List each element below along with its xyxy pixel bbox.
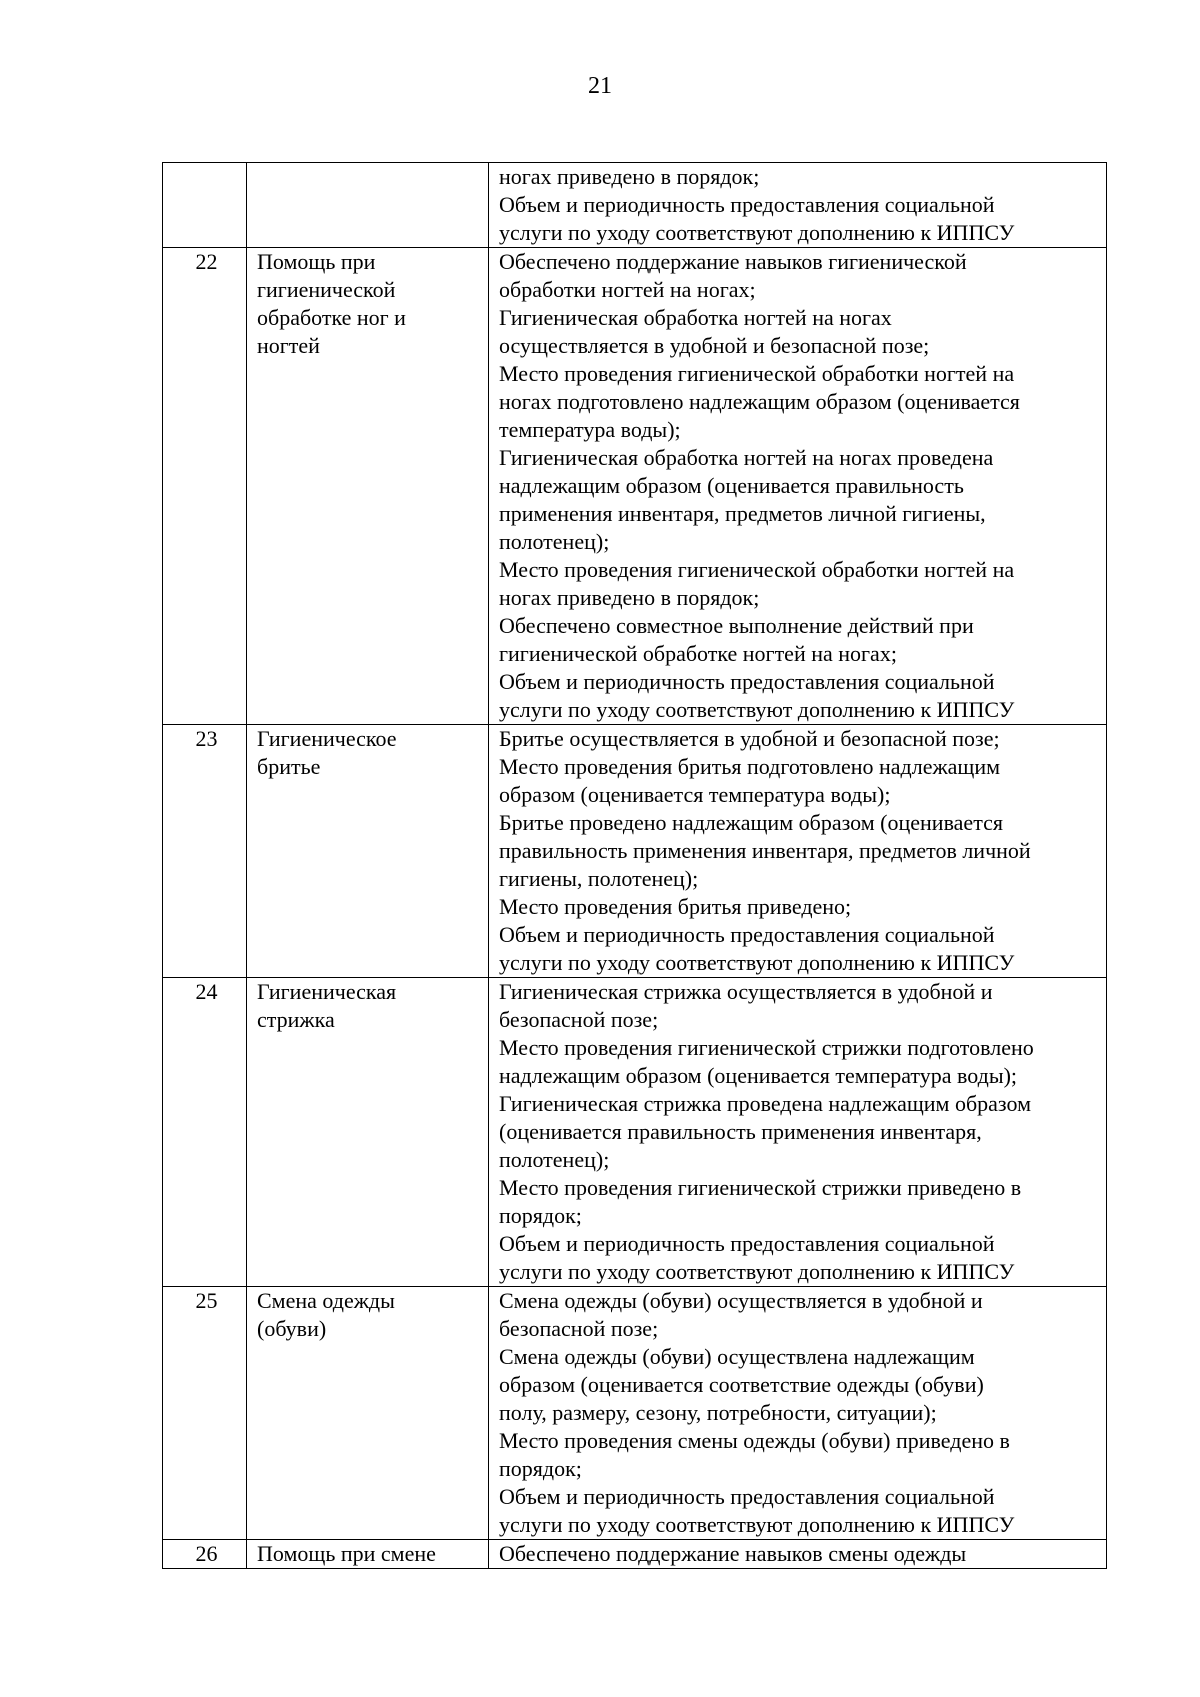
service-name-line: Помощь при [257, 249, 376, 274]
criteria-line: Гигиеническая обработка ногтей на ногах [499, 305, 892, 330]
quality-criteria [489, 248, 1107, 725]
criteria-line: услуги по уходу соответствуют дополнению к ИППСУ [499, 220, 1015, 245]
criteria-line: надлежащим образом (оценивается правильность [499, 473, 964, 498]
service-name [247, 1540, 489, 1569]
criteria-line: безопасной позе; [499, 1316, 659, 1341]
criteria-line: полотенец); [499, 1147, 610, 1172]
service-name-line: Гигиеническое [257, 726, 397, 751]
criteria-line: ногах приведено в порядок; [499, 585, 760, 610]
criteria-line: Обеспечено поддержание навыков смены одежды [499, 1541, 967, 1566]
service-name-line: стрижка [257, 1007, 335, 1032]
table-row [163, 1540, 1107, 1569]
table-row [163, 163, 1107, 248]
page-number: 21 [588, 73, 612, 99]
criteria-line: безопасной позе; [499, 1007, 659, 1032]
row-number: 22 [163, 248, 247, 725]
table-row [163, 725, 1107, 978]
row-number: 24 [163, 978, 247, 1287]
quality-criteria [489, 163, 1107, 248]
criteria-line: услуги по уходу соответствуют дополнению к ИППСУ [499, 950, 1015, 975]
criteria-line: гигиены, полотенец); [499, 866, 699, 891]
criteria-line: применения инвентаря, предметов личной гигиены, [499, 501, 986, 526]
table-row [163, 978, 1107, 1287]
criteria-line: (оценивается правильность применения инвентаря, [499, 1119, 982, 1144]
criteria-line: порядок; [499, 1456, 582, 1481]
criteria-line: осуществляется в удобной и безопасной позе; [499, 333, 930, 358]
criteria-line: Смена одежды (обуви) осуществлена надлежащим [499, 1344, 975, 1369]
criteria-line: Объем и периодичность предоставления социальной [499, 1484, 995, 1509]
service-name [247, 1287, 489, 1540]
criteria-line: полу, размеру, сезону, потребности, ситуации); [499, 1400, 937, 1425]
quality-criteria [489, 725, 1107, 978]
service-name-line: Смена одежды [257, 1288, 395, 1313]
criteria-line: Место проведения гигиенической обработки ногтей на [499, 557, 1015, 582]
service-name-line: бритье [257, 754, 321, 779]
row-number: 23 [163, 725, 247, 978]
service-name [247, 248, 489, 725]
criteria-line: порядок; [499, 1203, 582, 1228]
service-name-line: Гигиеническая [257, 979, 397, 1004]
criteria-line: Место проведения гигиенической обработки ногтей на [499, 361, 1015, 386]
criteria-line: Место проведения бритья приведено; [499, 894, 852, 919]
criteria-line: гигиенической обработке ногтей на ногах; [499, 641, 897, 666]
criteria-line: Гигиеническая стрижка проведена надлежащим образом [499, 1091, 1031, 1116]
service-name-line: Помощь при смене [257, 1541, 436, 1566]
service-name [247, 163, 489, 248]
row-number: 25 [163, 1287, 247, 1540]
criteria-line: Место проведения бритья подготовлено надлежащим [499, 754, 1001, 779]
quality-criteria [489, 1287, 1107, 1540]
criteria-line: Смена одежды (обуви) осуществляется в удобной и [499, 1288, 983, 1313]
quality-criteria [489, 1540, 1107, 1569]
criteria-line: услуги по уходу соответствуют дополнению к ИППСУ [499, 1259, 1015, 1284]
table-row [163, 1287, 1107, 1540]
criteria-line: услуги по уходу соответствуют дополнению к ИППСУ [499, 1512, 1015, 1537]
criteria-line: услуги по уходу соответствуют дополнению к ИППСУ [499, 697, 1015, 722]
criteria-line: Объем и периодичность предоставления социальной [499, 669, 995, 694]
criteria-line: температура воды); [499, 417, 681, 442]
service-name-line: (обуви) [257, 1316, 327, 1341]
criteria-line: полотенец); [499, 529, 610, 554]
criteria-line: Гигиеническая стрижка осуществляется в удобной и [499, 979, 993, 1004]
service-name [247, 978, 489, 1287]
service-name-line: обработке ног и [257, 305, 406, 330]
criteria-line: Обеспечено совместное выполнение действий при [499, 613, 974, 638]
criteria-line: Бритье осуществляется в удобной и безопасной позе; [499, 726, 1000, 751]
criteria-line: Объем и периодичность предоставления социальной [499, 922, 995, 947]
criteria-line: правильность применения инвентаря, предметов личной [499, 838, 1031, 863]
service-name-line: гигиенической [257, 277, 396, 302]
criteria-line: обработки ногтей на ногах; [499, 277, 756, 302]
criteria-line: ногах приведено в порядок; [499, 164, 760, 189]
criteria-line: Объем и периодичность предоставления социальной [499, 192, 995, 217]
services-table [162, 162, 1107, 1569]
criteria-line: надлежащим образом (оценивается температура воды); [499, 1063, 1018, 1088]
criteria-line: Бритье проведено надлежащим образом (оценивается [499, 810, 1003, 835]
criteria-line: Место проведения гигиенической стрижки приведено в [499, 1175, 1022, 1200]
service-name [247, 725, 489, 978]
quality-criteria [489, 978, 1107, 1287]
row-number [163, 163, 247, 248]
table-body [163, 163, 1107, 1569]
criteria-line: образом (оценивается температура воды); [499, 782, 891, 807]
criteria-line: Место проведения гигиенической стрижки подготовлено [499, 1035, 1034, 1060]
criteria-line: Объем и периодичность предоставления социальной [499, 1231, 995, 1256]
criteria-line: Место проведения смены одежды (обуви) приведено в [499, 1428, 1010, 1453]
criteria-line: Гигиеническая обработка ногтей на ногах проведена [499, 445, 994, 470]
row-number: 26 [163, 1540, 247, 1569]
criteria-line: ногах подготовлено надлежащим образом (оценивается [499, 389, 1020, 414]
criteria-line: образом (оценивается соответствие одежды (обуви) [499, 1372, 984, 1397]
service-name-line: ногтей [257, 333, 320, 358]
table-row [163, 248, 1107, 725]
criteria-line: Обеспечено поддержание навыков гигиенической [499, 249, 967, 274]
